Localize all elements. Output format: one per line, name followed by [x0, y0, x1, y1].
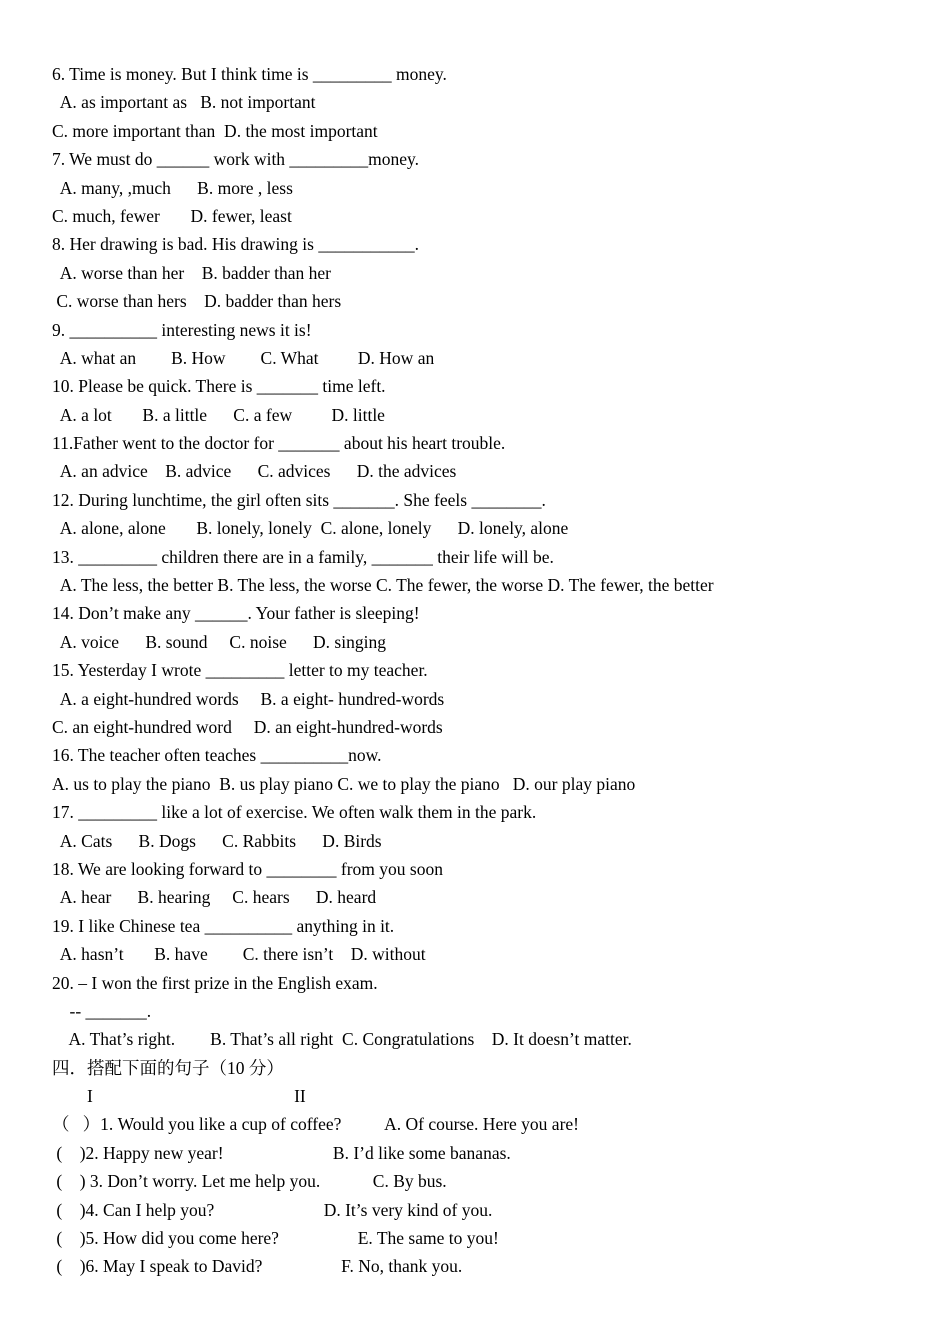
text-line: A. voice B. sound C. noise D. singing: [52, 631, 386, 652]
text-line: A. hear B. hearing C. hears D. heard: [52, 887, 377, 908]
text-line: 7. We must do ______ work with _________money.: [52, 149, 420, 170]
text-line: A. as important as B. not important: [52, 92, 316, 113]
text-line: C. an eight-hundred word D. an eight-hundred-words: [52, 716, 443, 737]
text-line: 20. – I won the first prize in the English exam.: [52, 972, 378, 993]
text-line: A. hasn’t B. have C. there isn’t D. without: [52, 944, 426, 965]
text-line: 19. I like Chinese tea __________ anything in it.: [52, 915, 395, 936]
text-line: 12. During lunchtime, the girl often sits _______. She feels ________.: [52, 489, 546, 510]
text-line: 11.Father went to the doctor for _______ about his heart trouble.: [52, 433, 506, 454]
text-line: 8. Her drawing is bad. His drawing is ___________.: [52, 234, 419, 255]
text-line: （ ）1. Would you like a cup of coffee? A. Of course. Here you are!: [52, 1114, 579, 1135]
text-line: ( )4. Can I help you? D. It’s very kind of you.: [52, 1199, 493, 1220]
text-line: C. much, fewer D. fewer, least: [52, 205, 292, 226]
text-line: A. Cats B. Dogs C. Rabbits D. Birds: [52, 830, 382, 851]
text-line: 四．搭配下面的句子（10 分）: [52, 1057, 284, 1078]
text-line: A. worse than her B. badder than her: [52, 262, 331, 283]
text-line: C. worse than hers D. badder than hers: [52, 291, 342, 312]
text-line: ( )5. How did you come here? E. The same to you!: [52, 1228, 499, 1249]
text-line: 18. We are looking forward to ________ from you soon: [52, 858, 443, 879]
text-line: A. That’s right. B. That’s all right C. Congratulations D. It doesn’t matter.: [52, 1029, 632, 1050]
text-line: A. The less, the better B. The less, the worse C. The fewer, the worse D. The fewer, the better: [52, 575, 714, 596]
text-line: A. an advice B. advice C. advices D. the advices: [52, 461, 457, 482]
text-line: 9. __________ interesting news it is!: [52, 319, 312, 340]
text-line: ( )2. Happy new year! B. I’d like some bananas.: [52, 1142, 511, 1163]
text-line: 17. _________ like a lot of exercise. We often walk them in the park.: [52, 802, 537, 823]
text-line: I II: [52, 1086, 306, 1107]
text-line: 6. Time is money. But I think time is _________ money.: [52, 64, 447, 84]
text-line: -- _______.: [52, 1000, 152, 1021]
text-line: A. a lot B. a little C. a few D. little: [52, 404, 385, 425]
text-line: 14. Don’t make any ______. Your father is sleeping!: [52, 603, 420, 624]
text-line: C. more important than D. the most important: [52, 120, 378, 141]
text-line: A. a eight-hundred words B. a eight- hundred-words: [52, 688, 445, 709]
text-line: A. many, ,much B. more , less: [52, 177, 293, 198]
text-line: 10. Please be quick. There is _______ time left.: [52, 376, 386, 397]
text-line: A. alone, alone B. lonely, lonely C. alone, lonely D. lonely, alone: [52, 518, 569, 539]
text-line: ( ) 3. Don’t worry. Let me help you. C. By bus.: [52, 1171, 447, 1192]
text-line: A. us to play the piano B. us play piano C. we to play the piano D. our play piano: [52, 773, 636, 794]
text-line: ( )6. May I speak to David? F. No, thank you.: [52, 1256, 463, 1277]
document-body: [0, 60, 950, 1281]
text-line: A. what an B. How C. What D. How an: [52, 347, 435, 368]
text-line: 16. The teacher often teaches __________now.: [52, 745, 382, 766]
text-line: 15. Yesterday I wrote _________ letter to my teacher.: [52, 660, 428, 681]
text-line: 13. _________ children there are in a family, _______ their life will be.: [52, 546, 554, 567]
